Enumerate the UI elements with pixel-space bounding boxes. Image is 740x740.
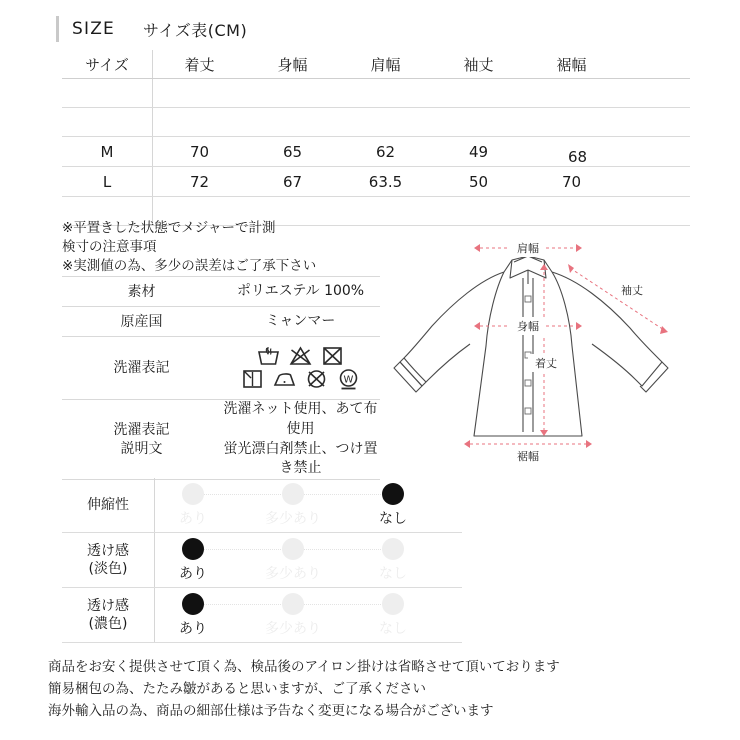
- care-text-label-line-2: 説明文: [120, 440, 163, 457]
- rating-option-nashi[interactable]: [353, 483, 433, 528]
- rating-option-ari[interactable]: [153, 593, 233, 638]
- column-header-susohaba: 裾幅: [525, 50, 618, 79]
- material-value: ポリエステル 100%: [221, 277, 380, 307]
- cell-spacer: [618, 137, 690, 167]
- rating-dot: [282, 593, 304, 615]
- cell-mihaba: 67: [246, 167, 339, 197]
- rating-label-sheer-light: [62, 533, 155, 588]
- origin-label: 原産国: [62, 307, 221, 337]
- drip-dry-in-shade-icon: [240, 368, 265, 391]
- rating-label-sheer-dark: [62, 588, 155, 643]
- size-table: [62, 50, 690, 226]
- size-header: [56, 14, 690, 44]
- origin-value: ミャンマー: [221, 307, 380, 337]
- blank-cell: [62, 108, 153, 137]
- rating-option-ari[interactable]: [153, 538, 233, 583]
- care-symbol-row-2: [240, 368, 361, 391]
- rating-option-label: あり: [179, 621, 207, 637]
- blank-cell: [525, 197, 618, 226]
- blank-cell: [432, 197, 525, 226]
- diagram-label-shoulder: 肩幅: [517, 242, 539, 255]
- no-dry-clean-icon: [304, 368, 329, 391]
- cell-size: L: [62, 167, 153, 197]
- size-table-blank-row: [62, 79, 690, 108]
- rating-scale-sheer-light: [155, 533, 463, 588]
- rating-option-nashi[interactable]: [353, 593, 433, 638]
- column-header-mihaba: 身幅: [246, 50, 339, 79]
- measurement-notes-row: [62, 219, 380, 277]
- size-table-header-row: [62, 50, 690, 79]
- care-symbol-group: [221, 345, 380, 391]
- origin-row: [62, 307, 380, 337]
- material-label: 素材: [62, 277, 221, 307]
- blank-cell: [618, 79, 690, 108]
- measurement-notes: [62, 219, 380, 277]
- cell-susohaba: 68: [525, 137, 618, 167]
- diagram-label-length: 着丈: [535, 357, 557, 370]
- iron-low-heat-icon: [272, 368, 297, 391]
- rating-dot: [282, 538, 304, 560]
- cell-kitake: 72: [153, 167, 247, 197]
- material-row: [62, 277, 380, 307]
- blank-cell: [246, 108, 339, 137]
- column-header-kitake: 着丈: [153, 50, 247, 79]
- blank-cell: [339, 79, 432, 108]
- shirt-measurement-diagram: [392, 226, 698, 466]
- column-header-spacer: [618, 50, 690, 79]
- rating-label-stretch: [62, 478, 155, 533]
- rating-scale: [181, 483, 406, 527]
- rating-label-line-1: 透け感: [87, 542, 129, 559]
- rating-row-sheer-dark: [62, 588, 462, 643]
- blank-cell: [525, 108, 618, 137]
- wet-clean-w-icon: [336, 368, 361, 391]
- rating-dot: [182, 538, 204, 560]
- care-text-value: [221, 400, 380, 479]
- rating-option-label: 多少あり: [265, 566, 321, 582]
- rating-scale-sheer-dark: [155, 588, 463, 643]
- cell-katahaba: 63.5: [339, 167, 432, 197]
- blank-cell: [525, 79, 618, 108]
- rating-row-stretch: [62, 478, 462, 533]
- rating-table: [62, 478, 462, 643]
- care-text-label-line-1: 洗濯表記: [113, 421, 170, 438]
- rating-option-ari[interactable]: [153, 483, 233, 528]
- rating-option-label: 多少あり: [265, 511, 321, 527]
- note-line-1: ※平置きした状態でメジャーで計測: [62, 220, 276, 236]
- rating-label-line-2: (濃色): [88, 616, 128, 632]
- size-label: SIZE: [72, 19, 115, 39]
- care-symbols-value: [221, 337, 380, 400]
- blank-cell: [432, 108, 525, 137]
- rating-label-line-1: 伸縮性: [87, 496, 129, 513]
- footer-line-2: 簡易梱包の為、たたみ皺があると思いますが、ご了承ください: [48, 680, 426, 697]
- rating-dot: [182, 593, 204, 615]
- cell-spacer: [618, 167, 690, 197]
- care-symbols-row: [62, 337, 380, 400]
- rating-dot: [382, 593, 404, 615]
- rating-dot: [382, 483, 404, 505]
- svg-text:W: W: [343, 374, 354, 386]
- care-text-label: [62, 400, 221, 479]
- cell-mihaba: 65: [246, 137, 339, 167]
- care-text-line-1: 洗濯ネット使用、あて布使用: [223, 401, 378, 438]
- rating-option-tashouari[interactable]: [253, 593, 333, 638]
- rating-scale-stretch: [155, 478, 463, 533]
- hand-wash-tub-icon: [256, 345, 281, 366]
- rating-label-line-2: (淡色): [88, 561, 128, 577]
- rating-scale: [181, 593, 406, 637]
- care-symbols-label: 洗濯表記: [62, 337, 221, 400]
- blank-cell: [246, 79, 339, 108]
- page-title: サイズ表(CM): [143, 20, 248, 40]
- rating-option-label: あり: [179, 566, 207, 582]
- care-symbol-row-1: [256, 345, 345, 366]
- column-header-size: サイズ: [62, 50, 153, 79]
- cell-susohaba: 70: [525, 167, 618, 197]
- table-row: [62, 137, 690, 167]
- note-line-3: ※実測値の為、多少の誤差はご了承下さい: [62, 258, 317, 275]
- blank-cell: [339, 108, 432, 137]
- blank-cell: [618, 108, 690, 137]
- rating-dot: [182, 483, 204, 505]
- size-table-blank-row: [62, 108, 690, 137]
- cell-size: M: [62, 137, 153, 167]
- diagram-label-chest: 身幅: [517, 320, 539, 333]
- rating-option-label: なし: [379, 566, 407, 582]
- cell-sodetake: 50: [432, 167, 525, 197]
- table-row: [62, 167, 690, 197]
- rating-scale: [181, 538, 406, 582]
- rating-dot: [382, 538, 404, 560]
- care-text-row: [62, 400, 380, 479]
- cell-sodetake: 49: [432, 137, 525, 167]
- no-tumble-dry-square-icon: [320, 345, 345, 366]
- rating-dot: [282, 483, 304, 505]
- blank-cell: [153, 108, 247, 137]
- care-text-line-2: 蛍光漂白剤禁止、つけ置き禁止: [223, 440, 378, 477]
- blank-cell: [618, 197, 690, 226]
- rating-option-tashouari[interactable]: [253, 483, 333, 528]
- rating-option-tashouari[interactable]: [253, 538, 333, 583]
- rating-option-label: あり: [179, 511, 207, 527]
- footer-line-3: 海外輸入品の為、商品の細部仕様は予告なく変更になる場合がございます: [48, 702, 494, 719]
- rating-row-sheer-light: [62, 533, 462, 588]
- column-header-sodetake: 袖丈: [432, 50, 525, 79]
- rating-option-label: なし: [379, 621, 407, 637]
- blank-cell: [153, 79, 247, 108]
- blank-cell: [432, 79, 525, 108]
- rating-option-nashi[interactable]: [353, 538, 433, 583]
- rating-option-label: 多少あり: [265, 621, 321, 637]
- spec-table: [62, 219, 380, 480]
- cell-kitake: 70: [153, 137, 247, 167]
- diagram-label-sleeve: 袖丈: [621, 284, 643, 297]
- note-line-2: 検寸の注意事項: [62, 239, 157, 256]
- column-header-katahaba: 肩幅: [339, 50, 432, 79]
- rating-option-label: なし: [379, 511, 407, 527]
- rating-label-line-1: 透け感: [87, 597, 129, 614]
- header-accent-bar: [56, 16, 59, 42]
- no-bleach-triangle-icon: [288, 345, 313, 366]
- footer-disclaimer: [48, 657, 708, 723]
- cell-katahaba: 62: [339, 137, 432, 167]
- diagram-label-hem: 裾幅: [517, 450, 539, 463]
- blank-cell: [62, 79, 153, 108]
- footer-line-1: 商品をお安く提供させて頂く為、検品後のアイロン掛けは省略させて頂いております: [48, 659, 560, 675]
